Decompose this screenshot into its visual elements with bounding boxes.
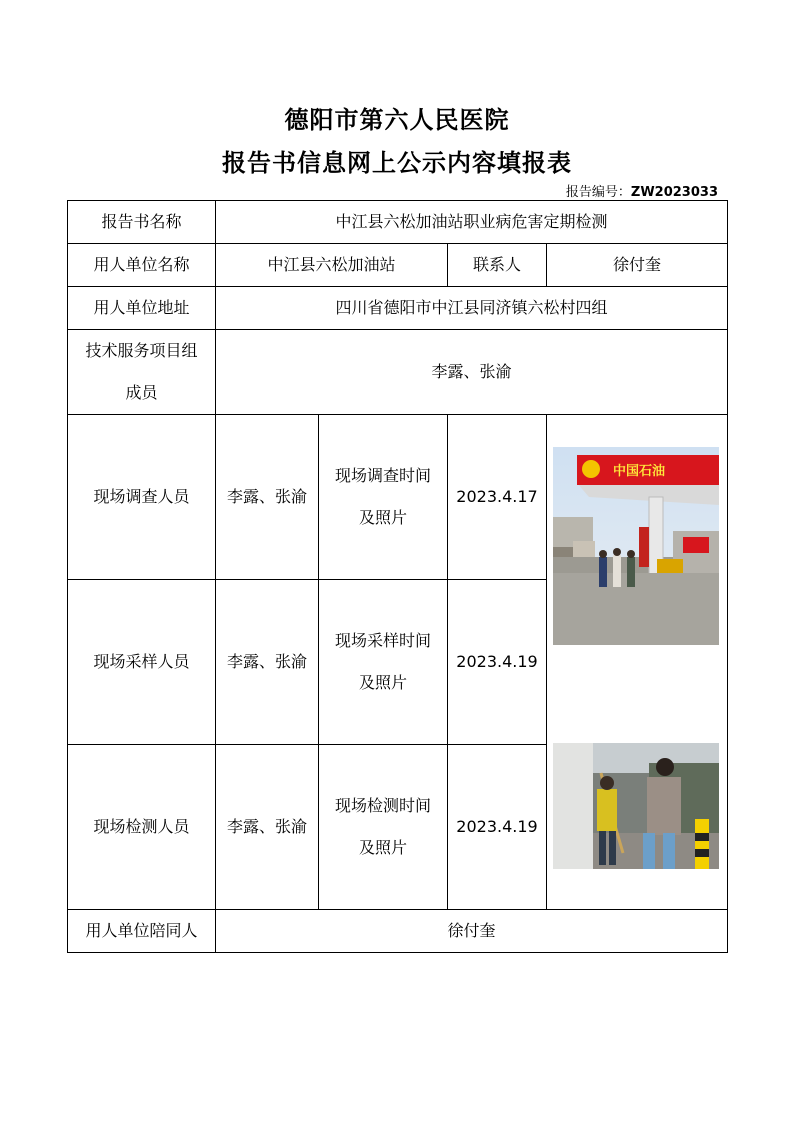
report-name-label: 报告书名称 <box>68 201 216 244</box>
testing-illustration <box>553 743 719 869</box>
tech-team-label-line1: 技术服务项目组 <box>85 341 198 360</box>
row-employer-address <box>68 287 728 330</box>
escort-label: 用人单位陪同人 <box>68 910 216 953</box>
sampling-date: 2023.4.19 <box>448 580 547 745</box>
survey-staff-value: 李露、张渝 <box>216 415 319 580</box>
contact-value: 徐付奎 <box>547 244 728 287</box>
row-tech-team <box>68 330 728 415</box>
tech-team-label <box>68 330 216 415</box>
contact-label: 联系人 <box>448 244 547 287</box>
survey-time-label-line1: 现场调查时间 <box>334 466 431 485</box>
tech-team-label-line2: 成员 <box>125 383 158 402</box>
photo-cell <box>547 415 728 910</box>
document-title: 德阳市第六人民医院 <box>284 106 510 134</box>
report-number-value: ZW2023033 <box>630 185 718 200</box>
sampling-time-label-line1: 现场采样时间 <box>334 631 431 650</box>
testing-photo <box>553 743 719 869</box>
sampling-time-label-line2: 及照片 <box>358 673 407 692</box>
survey-staff-label: 现场调查人员 <box>68 415 216 580</box>
survey-time-label-line2: 及照片 <box>358 508 407 527</box>
testing-time-label-line1: 现场检测时间 <box>334 796 431 815</box>
document-subtitle: 报告书信息网上公示内容填报表 <box>222 149 572 177</box>
testing-time-label <box>319 745 448 910</box>
tech-team-value: 李露、张渝 <box>216 330 728 415</box>
survey-time-label <box>319 415 448 580</box>
gas-station-sign-text: 中国石油 <box>613 464 666 479</box>
sampling-staff-label: 现场采样人员 <box>68 580 216 745</box>
employer-address-label: 用人单位地址 <box>68 287 216 330</box>
row-escort <box>68 910 728 953</box>
row-employer-name <box>68 244 728 287</box>
testing-staff-label: 现场检测人员 <box>68 745 216 910</box>
report-number-label: 报告编号： <box>565 185 631 200</box>
gas-station-photo <box>553 447 719 645</box>
info-table <box>67 200 728 953</box>
row-survey <box>68 415 728 580</box>
report-name-value: 中江县六松加油站职业病危害定期检测 <box>216 201 728 244</box>
report-number <box>566 181 718 200</box>
sampling-time-label <box>319 580 448 745</box>
row-report-name <box>68 201 728 244</box>
employer-name-label: 用人单位名称 <box>68 244 216 287</box>
sampling-staff-value: 李露、张渝 <box>216 580 319 745</box>
testing-date: 2023.4.19 <box>448 745 547 910</box>
gas-station-illustration <box>553 447 719 645</box>
employer-address-value: 四川省德阳市中江县同济镇六松村四组 <box>216 287 728 330</box>
survey-date: 2023.4.17 <box>448 415 547 580</box>
employer-name-value: 中江县六松加油站 <box>216 244 448 287</box>
escort-value: 徐付奎 <box>216 910 728 953</box>
testing-time-label-line2: 及照片 <box>358 838 407 857</box>
testing-staff-value: 李露、张渝 <box>216 745 319 910</box>
